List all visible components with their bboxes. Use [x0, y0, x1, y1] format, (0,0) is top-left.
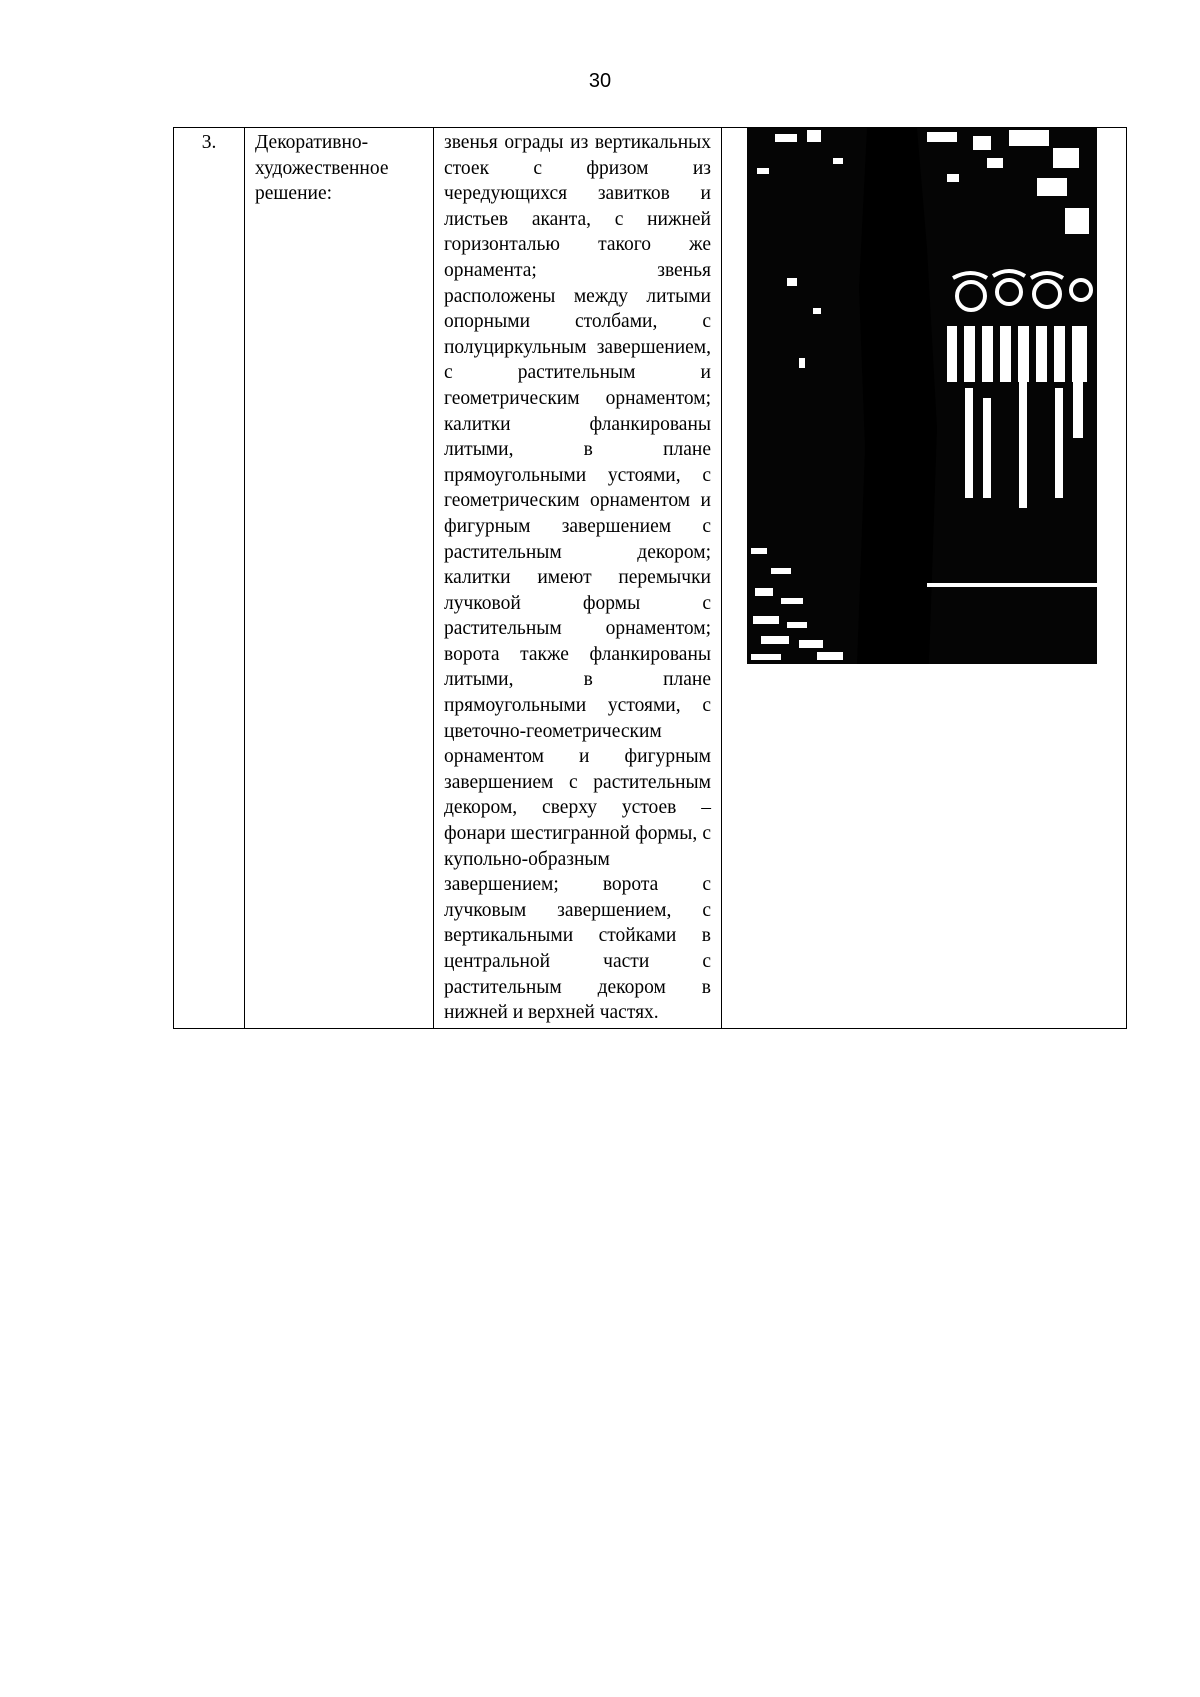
- photo-cell: [722, 128, 1127, 1029]
- feature-name-cell: [245, 128, 434, 1029]
- feature-description: звенья ограды из вертикальных стоек с фризом из чередующихся завитков и листьев аканта, с нижней горизонталью такого же орнамента; звенья расположены между литыми опорными столбами, с полуциркульным завершением, с растительным и геометрическим орнаментом; калитки фланкированы литыми, в плане прямоугольными устоями, с геометрическим орнаментом и фигурным завершением с растительным декором; калитки имеют перемычки лучковой формы с растительным орнаментом; ворота также фланкированы литыми, в плане прямоугольными устоями, с цветочно-геометрическим орнаментом и фигурным завершением с растительным декором, сверху устоев – фонари шестигранной формы, с купольно-образным завершением; ворота с лучковым завершением, с вертикальными стойками в центральной части с растительным декором в нижней и верхней частях.: [444, 132, 711, 1024]
- table-row: [174, 128, 1127, 1029]
- feature-name: Декоративно-художественное решение:: [255, 132, 389, 205]
- page-number: 30: [588, 70, 612, 92]
- row-number: 3.: [201, 132, 217, 153]
- row-number-cell: [174, 128, 245, 1029]
- description-cell: [434, 128, 722, 1029]
- object-description-table: [173, 127, 1127, 1029]
- fence-photo: [747, 128, 1097, 664]
